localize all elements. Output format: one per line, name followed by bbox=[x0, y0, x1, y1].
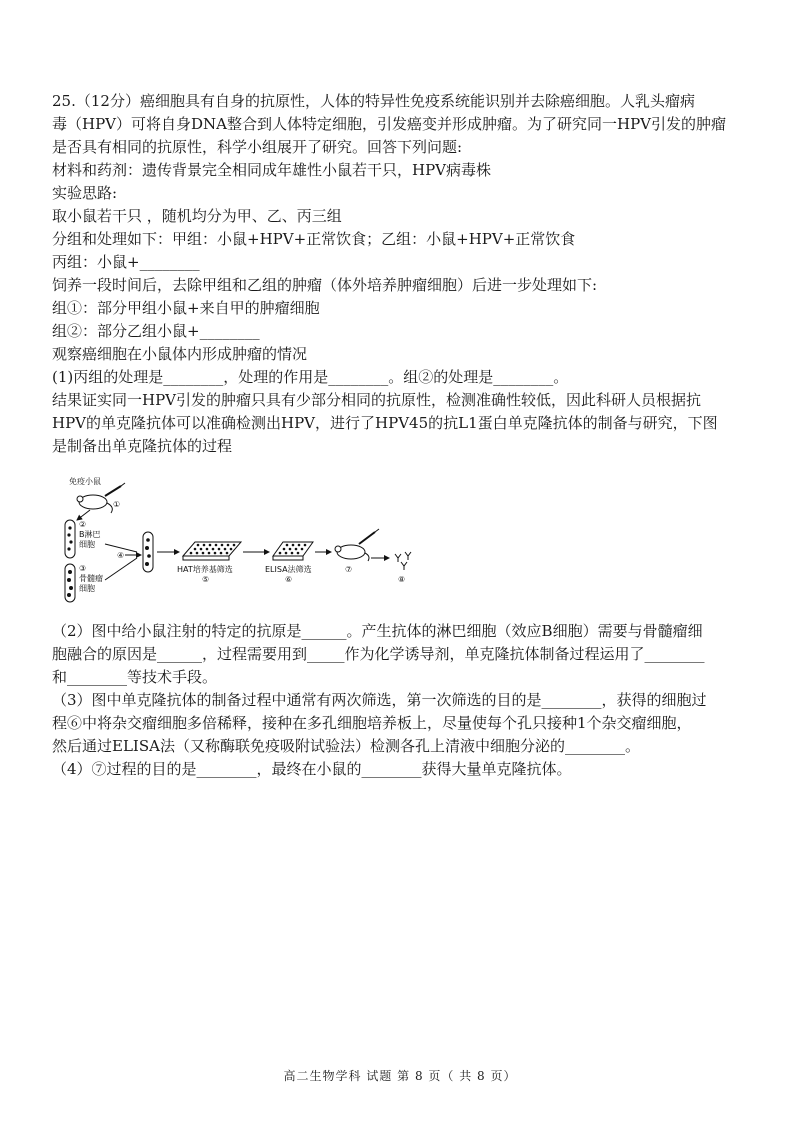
myeloma-label-1: 骨髓瘤 bbox=[79, 574, 103, 583]
elisa-label: ELISA法筛选 bbox=[265, 565, 312, 574]
hat-plate-icon bbox=[183, 542, 241, 560]
q3-line-1: （3）图中单克隆抗体的制备过程中通常有两次筛选，第一次筛选的目的是________，获得的细胞过 bbox=[52, 691, 707, 709]
question-25 bbox=[52, 90, 752, 458]
result-line-1: 结果证实同一HPV引发的肿瘤只具有少部分相同的抗原性，检测准确性较低，因此科研人员根据抗 bbox=[52, 391, 702, 409]
step-1: 取小鼠若干只 ，随机均分为甲、乙、丙三组 bbox=[52, 207, 342, 225]
q3-line-3: 然后通过ELISA法（又称酶联免疫吸附试验法）检测各孔上清液中细胞分泌的________。 bbox=[52, 737, 640, 755]
step-6-marker: ⑥ bbox=[285, 575, 293, 584]
step-2: 分组和处理如下：甲组：小鼠+HPV+正常饮食；乙组：小鼠+HPV+正常饮食 bbox=[52, 230, 576, 248]
result-line-2: HPV的单克隆抗体可以准确检测出HPV，进行了HPV45的抗L1蛋白单克隆抗体的制备与研究，下图 bbox=[52, 414, 718, 432]
q2-line-1: （2）图中给小鼠注射的特定的抗原是______。产生抗体的淋巴细胞（效应B细胞）需要与骨髓瘤细 bbox=[52, 622, 703, 640]
q2-line-2: 胞融合的原因是______，过程需要用到_____作为化学诱导剂，单克隆抗体制备过程运用了________ bbox=[52, 645, 705, 663]
q3-line-2: 程⑥中将杂交瘤细胞多倍稀释，接种在多孔细胞培养板上，尽量使每个孔只接种1个杂交瘤细胞， bbox=[52, 714, 692, 732]
step-6: 组②：部分乙组小鼠+________ bbox=[52, 322, 260, 340]
mouse-icon bbox=[77, 495, 112, 513]
q4-line-1: （4）⑦过程的目的是________，最终在小鼠的________获得大量单克隆抗体。 bbox=[52, 760, 572, 778]
page-footer: 高二生物学科 试题 第 8 页（ 共 8 页） bbox=[283, 1069, 517, 1083]
q2-line-3: 和________等技术手段。 bbox=[52, 668, 218, 686]
q25-line-3: 是否具有相同的抗原性，科学小组展开了研究。回答下列问题: bbox=[52, 138, 463, 156]
observe-line: 观察癌细胞在小鼠体内形成肿瘤的情况 bbox=[52, 345, 308, 363]
step-3-marker: ③ bbox=[79, 564, 87, 573]
step-2-marker: ② bbox=[79, 520, 87, 529]
idea-heading: 实验思路: bbox=[52, 184, 118, 202]
questions-2-to-4 bbox=[52, 620, 752, 781]
hybrid-tube-icon bbox=[143, 532, 153, 572]
q25-line-2: 毒（HPV）可将自身DNA整合到人体特定细胞，引发癌变并形成肿瘤。为了研究同一HPV引发的肿瘤 bbox=[52, 115, 727, 133]
hat-label: HAT培养基筛选 bbox=[177, 565, 233, 574]
step-8-marker: ⑧ bbox=[398, 575, 406, 584]
step-5: 组①：部分甲组小鼠+来自甲的肿瘤细胞 bbox=[52, 299, 320, 317]
myeloma-tube-icon bbox=[65, 564, 75, 602]
sub-question-1: (1)丙组的处理是________，处理的作用是________。组②的处理是________。 bbox=[52, 368, 569, 386]
step-7-marker: ⑦ bbox=[345, 565, 353, 574]
step-4: 饲养一段时间后，去除甲组和乙组的肿瘤（体外培养肿瘤细胞）后进一步处理如下: bbox=[52, 276, 598, 294]
q25-line-1: 25.（12分）癌细胞具有自身的抗原性，人体的特异性免疫系统能识别并去除癌细胞。人乳头瘤病 bbox=[52, 92, 695, 110]
result-line-3: 是制备出单克隆抗体的过程 bbox=[52, 437, 233, 455]
syringe-icon bbox=[105, 483, 125, 496]
step-3: 丙组：小鼠+________ bbox=[52, 253, 200, 271]
mouse-label: 免疫小鼠 bbox=[69, 477, 101, 486]
step-5-marker: ⑤ bbox=[202, 575, 210, 584]
step-4-marker: ④ bbox=[117, 551, 125, 560]
elisa-plate-icon bbox=[273, 542, 313, 560]
lymph-label-1: B淋巴 bbox=[79, 530, 101, 539]
mouse-injection-icon bbox=[335, 529, 379, 561]
step-1-marker: ① bbox=[113, 500, 121, 509]
antibody-icon bbox=[395, 552, 411, 570]
lymphocyte-tube-icon bbox=[65, 520, 75, 558]
lymph-label-2: 细胞 bbox=[79, 540, 95, 549]
materials-line: 材料和药剂：遗传背景完全相同成年雄性小鼠若干只，HPV病毒株 bbox=[52, 161, 492, 179]
monoclonal-antibody-diagram bbox=[55, 472, 435, 607]
myeloma-label-2: 细胞 bbox=[79, 584, 95, 593]
